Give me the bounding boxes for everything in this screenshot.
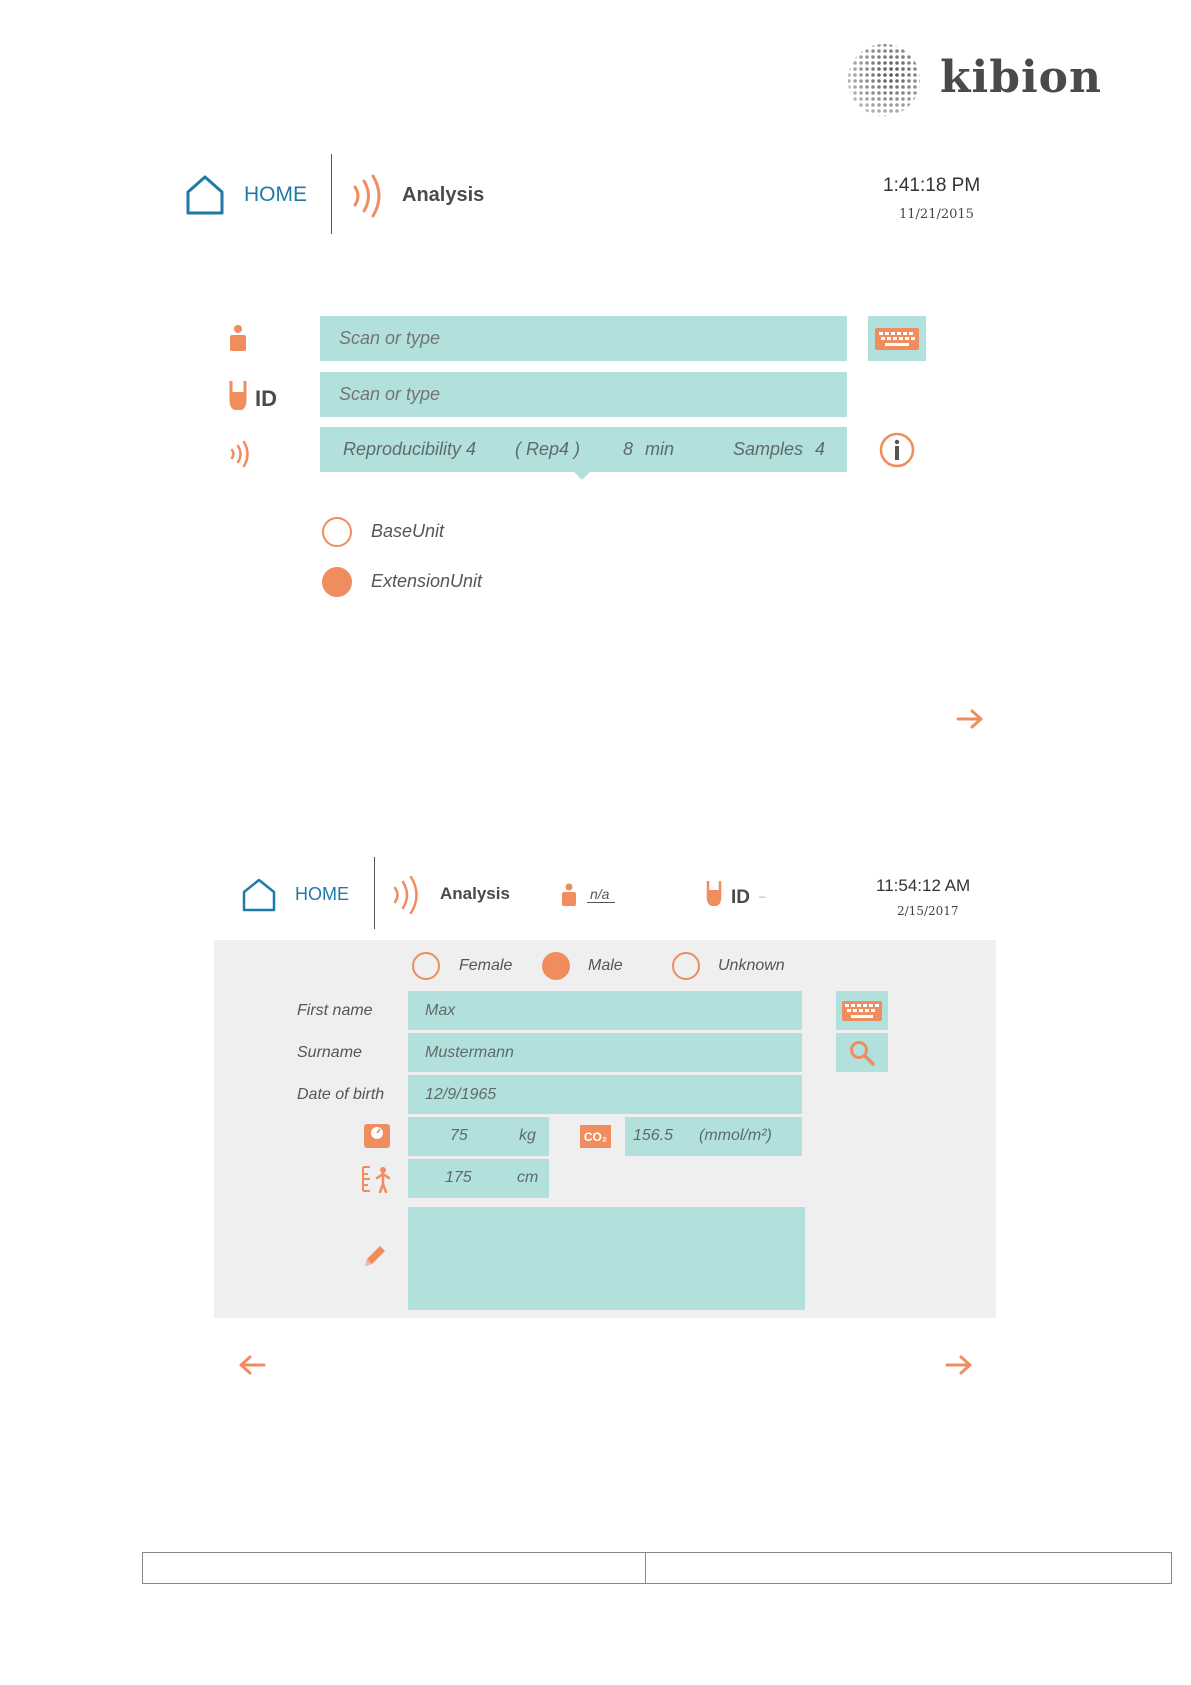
arrow-left-icon[interactable] <box>237 1353 267 1377</box>
home-button-2[interactable] <box>242 878 362 914</box>
person-icon <box>229 324 247 352</box>
analysis-duration-unit: min <box>645 439 675 459</box>
clock-time: 1:41:18 PM <box>883 175 981 196</box>
gender-option-unknown[interactable] <box>672 952 802 982</box>
analysis-samples: 4 <box>815 439 826 459</box>
globe-logo-icon <box>846 42 922 118</box>
first-name-label: First name <box>297 1002 373 1019</box>
surname-field[interactable]: Mustermann <box>408 1033 802 1072</box>
search-button[interactable] <box>836 1033 888 1072</box>
height-value: 175 <box>445 1169 472 1186</box>
analysis-duration: 8 <box>623 439 634 459</box>
co2-unit: (mmol/m²) <box>699 1127 772 1144</box>
radio-unknown[interactable] <box>672 952 700 980</box>
tube-icon <box>706 880 722 906</box>
keyboard-icon <box>842 1001 882 1021</box>
first-name-field[interactable]: Max <box>408 991 802 1030</box>
home-button[interactable] <box>185 174 315 220</box>
pencil-icon <box>362 1243 388 1269</box>
footer-table <box>142 1552 1172 1584</box>
analysis-select[interactable] <box>320 427 847 472</box>
sample-input[interactable] <box>320 372 847 417</box>
analysis-label: Analysis <box>402 184 485 206</box>
male-label: Male <box>588 957 623 974</box>
height-field[interactable] <box>408 1159 549 1198</box>
scale-icon <box>363 1123 391 1149</box>
waves-small-icon <box>228 439 254 469</box>
logo-text: kibion <box>940 52 1103 103</box>
analysis-samples-label: Samples <box>733 439 804 459</box>
footer-cell-left <box>143 1553 646 1584</box>
height-icon <box>361 1165 393 1193</box>
clock-date: 11/21/2015 <box>899 207 974 222</box>
extension-unit-label: ExtensionUnit <box>371 571 483 591</box>
weight-field[interactable] <box>408 1117 549 1156</box>
notes-field[interactable] <box>408 1207 805 1310</box>
radio-male[interactable] <box>542 952 570 980</box>
waves-icon <box>349 174 389 218</box>
gender-option-female[interactable] <box>412 952 532 982</box>
home-label: HOME <box>244 183 307 206</box>
co2-icon-text: CO₂ <box>583 1129 608 1144</box>
footer-cell-right <box>646 1553 1172 1584</box>
home-icon <box>242 878 276 912</box>
dob-field[interactable]: 12/9/1965 <box>408 1075 802 1114</box>
unit-option-extension[interactable] <box>322 567 542 597</box>
gender-option-male[interactable] <box>542 952 662 982</box>
analysis-code: ( Rep4 ) <box>515 439 581 459</box>
weight-unit: kg <box>519 1127 536 1144</box>
patient-value: n/a <box>587 886 615 903</box>
dropdown-pointer <box>574 472 590 480</box>
female-label: Female <box>459 957 513 974</box>
keyboard-icon <box>875 328 919 350</box>
analysis-label-2: Analysis <box>440 884 510 903</box>
height-unit: cm <box>517 1169 539 1186</box>
person-icon <box>561 883 577 907</box>
dob-label: Date of birth <box>297 1086 385 1103</box>
table-row <box>143 1553 1172 1584</box>
header-divider <box>331 154 332 234</box>
arrow-right-icon[interactable] <box>955 707 985 731</box>
analysis-name: Reproducibility 4 <box>343 439 477 459</box>
tube-icon <box>229 380 247 410</box>
radio-base-unit[interactable] <box>322 517 352 547</box>
co2-field[interactable] <box>625 1117 802 1156</box>
radio-female[interactable] <box>412 952 440 980</box>
radio-extension-unit[interactable] <box>322 567 352 597</box>
patient-input[interactable] <box>320 316 847 361</box>
home-label-2: HOME <box>295 884 349 904</box>
unknown-label: Unknown <box>718 957 785 974</box>
co2-value: 156.5 <box>633 1127 674 1144</box>
keyboard-button-2[interactable] <box>836 991 888 1030</box>
weight-value: 75 <box>450 1127 468 1144</box>
arrow-right-icon[interactable] <box>944 1353 974 1377</box>
logo <box>846 42 1106 118</box>
home-icon <box>185 174 225 216</box>
base-unit-label: BaseUnit <box>371 521 445 541</box>
clock-date-2: 2/15/2017 <box>897 904 959 918</box>
unit-option-base[interactable] <box>322 517 522 547</box>
co2-icon <box>580 1125 611 1148</box>
sample-id-label: ID <box>255 386 277 411</box>
sample-id-label-2: ID <box>731 887 750 908</box>
waves-icon <box>390 876 426 914</box>
clock-time-2: 11:54:12 AM <box>876 876 971 895</box>
sample-id-value: – <box>759 889 766 903</box>
surname-label: Surname <box>297 1044 362 1061</box>
keyboard-button[interactable] <box>868 316 926 361</box>
search-icon <box>849 1040 875 1066</box>
info-icon[interactable] <box>878 431 916 469</box>
header-divider-2 <box>374 857 375 929</box>
